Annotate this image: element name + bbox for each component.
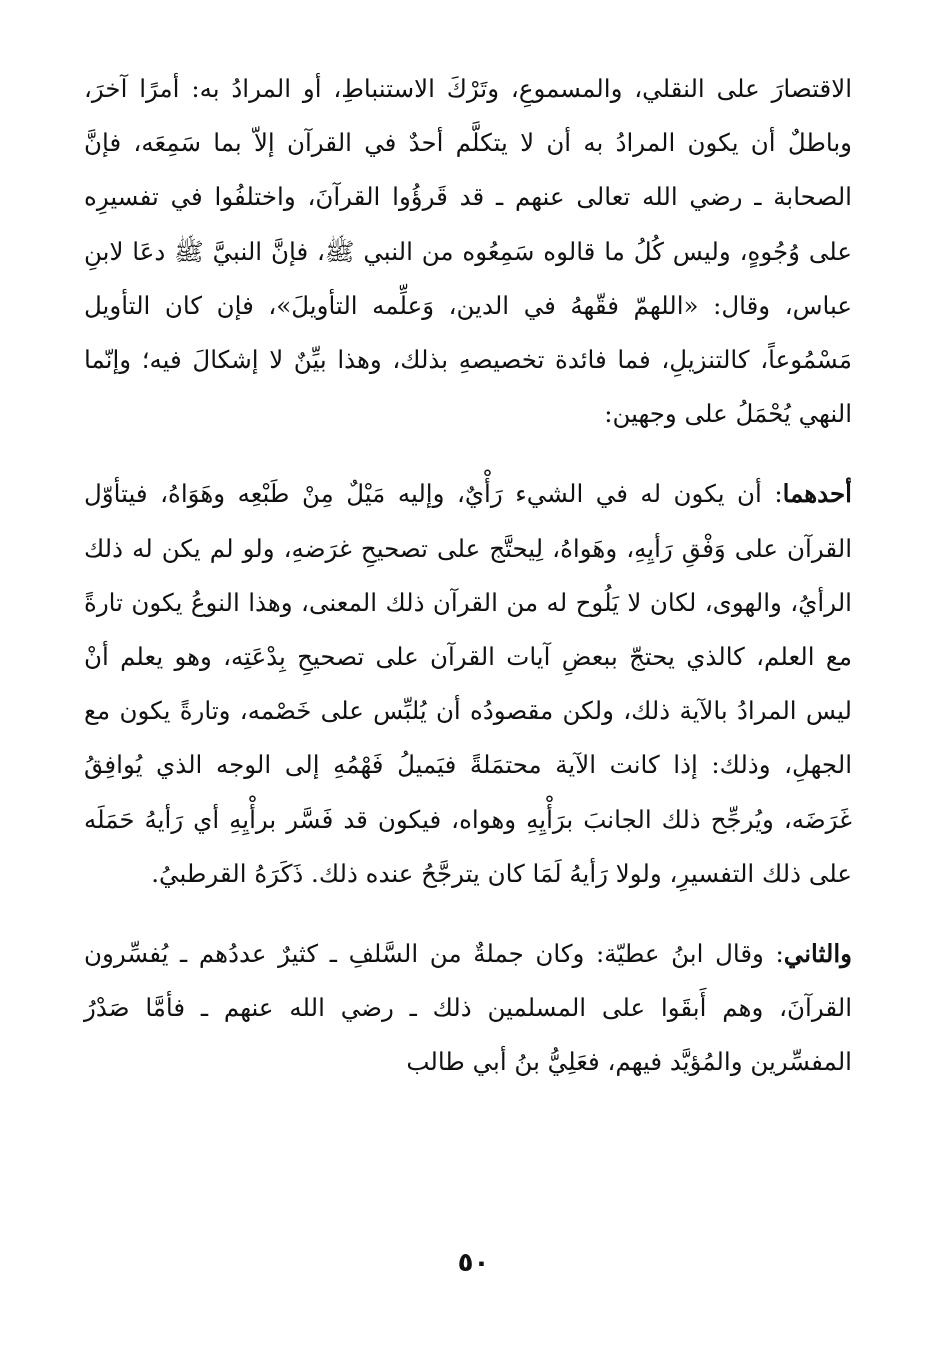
paragraph-text: : وقال ابنُ عطيّة: وكان جملةٌ من السَّلفِ ـ كثيرٌ عددُهم ـ يُفسِّرون القرآنَ، وهم أَبقَوا على المسلمين ذلك ـ رضي الله عنهم ـ فأمَّا صَدْرُ المفسِّرين والمُؤيَّد فيهم، فعَلِيُّ بنُ أبي طالب: [84, 939, 852, 1077]
paragraph-lead: أحدهما: [782, 479, 852, 509]
page-number: ٥٠: [457, 1248, 490, 1278]
paragraph-text: الاقتصارَ على النقلي، والمسموعِ، وتَرْكَ الاستنباطِ، أو المرادُ به: أمرًا آخرَ، وباطلٌ أن يكون المرادُ به أن لا يتكلَّم أحدٌ في القرآن إلاّ بما سَمِعَه، فإنَّ الصحابة ـ رضي الله تعالى عنهم ـ قد قَرؤُوا القرآنَ، واختلفُوا في تفسيرِه على وُجُوهٍ، وليس كُلُ ما قالوه سَمِعُوه من النبي ﷺ، فإنَّ النبيَّ ﷺ دعَا لابنِ عباس، وقال: «اللهمّ فقّههُ في الدين، وَعلِّمه التأويلَ»، فإن كان التأويل مَسْمُوعاً، كالتنزيلِ، فما فائدة تخصيصهِ بذلك، وهذا بيِّنٌ لا إشكالَ فيه؛ وإنّما النهي يُحْمَلُ على وجهين:: [84, 74, 852, 429]
page-body: [84, 62, 852, 1090]
paragraph-text: : أن يكون له في الشيء رَأْيٌ، وإليه مَيْلٌ مِنْ طَبْعِه وهَوَاهُ، فيتأوّل القرآن على وَفْقِ رَأيِهِ، وهَواهُ، لِيحتَّج على تصحيحِ غرَضهِ، ولو لم يكن له ذلك الرأيُ، والهوى، لكان لا يَلُوح له من القرآن ذلك المعنى، وهذا النوعُ يكون تارةً مع العلم، كالذي يحتجّ ببعضِ آيات القرآن على تصحيحِ بِدْعَتِه، وهو يعلم أنْ ليس المرادُ بالآية ذلك، ولكن مقصودُه أن يُلبِّس على خَصْمه، وتارةً يكون مع الجهلِ، وذلك: إذا كانت الآية محتمَلةً فيَميلُ فَهْمُهِ إلى الوجه الذي يُوافِقُ غَرَضَه، ويُرجِّح ذلك الجانبَ برَأْيِهِ وهواه، فيكون قد فَسَّر برأْيِهِ أي رَأيهُ حَمَلَه على ذلك التفسيرِ، ولولا رَأيهُ لَمَا كان يترجَّحُ عنده ذلك. ذَكَرَهُ القرطبيُ.: [84, 479, 852, 888]
paragraph-lead: والثاني: [783, 939, 852, 969]
paragraph-first-aspect: [84, 467, 852, 901]
paragraph-intro: [84, 62, 852, 441]
paragraph-second-aspect: [84, 927, 852, 1090]
